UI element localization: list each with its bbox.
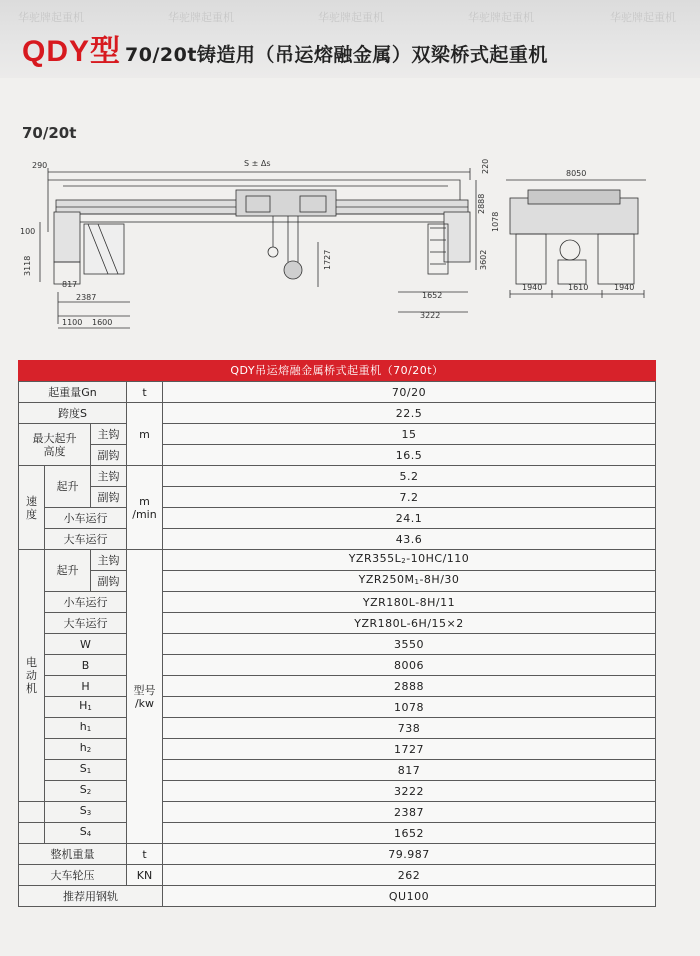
spec-table	[18, 360, 656, 907]
dim-1652: 1652	[422, 291, 443, 300]
aux-hook-label: 副钩	[91, 487, 127, 508]
spec-grid	[18, 381, 656, 907]
dim-290: 290	[32, 161, 48, 170]
wheel-load-value: 262	[163, 865, 656, 886]
lift-aux-value: 16.5	[163, 445, 656, 466]
capacity-value: 70/20	[163, 382, 656, 403]
weight-label: 整机重量	[19, 844, 127, 865]
dim-1078: 1078	[491, 211, 500, 232]
dim-s4-label: $S_4$	[45, 823, 127, 844]
table-row	[19, 781, 656, 802]
spec-table-heading: QDY吊运熔融金属桥式起重机（70/20t）	[18, 360, 656, 381]
dim-s3-value: 2387	[163, 802, 656, 823]
unit-model: 型号 /kw	[127, 550, 163, 844]
table-row	[19, 508, 656, 529]
motor-trolley-value: YZR180L-8H/11	[163, 592, 656, 613]
table-row	[19, 487, 656, 508]
motor-label: 电 动 机	[19, 550, 45, 802]
unit-t: t	[127, 382, 163, 403]
dim-1610: 1610	[568, 283, 589, 292]
dim-lower-h1-value: 738	[163, 718, 656, 739]
unit-m: m	[127, 403, 163, 466]
max-lift-label: 最大起升 高度	[19, 424, 91, 466]
motor-main-value: $YZR355L_2-10HC/110$	[163, 550, 656, 571]
dim-220: 220	[481, 158, 490, 174]
table-row	[19, 571, 656, 592]
dim-h-value: 2888	[163, 676, 656, 697]
dim-100: 100	[20, 227, 36, 236]
unit-t: t	[127, 844, 163, 865]
main-hook-label: 主钩	[91, 550, 127, 571]
table-row	[19, 676, 656, 697]
watermark: 华驼牌起重机	[318, 11, 384, 24]
table-row	[19, 613, 656, 634]
table-row	[19, 466, 656, 487]
weight-value: 79.987	[163, 844, 656, 865]
table-row	[19, 592, 656, 613]
table-row	[19, 382, 656, 403]
title-text: 70/20t铸造用（吊运熔融金属）双梁桥式起重机	[125, 44, 548, 66]
table-row	[19, 655, 656, 676]
watermark: 华驼牌起重机	[468, 11, 534, 24]
table-row	[19, 697, 656, 718]
watermark: 华驼牌起重机	[18, 11, 84, 24]
table-row	[19, 718, 656, 739]
speed-crane-value: 43.6	[163, 529, 656, 550]
dim-3222: 3222	[420, 311, 441, 320]
dim-1940-right: 1940	[614, 283, 635, 292]
motor-aux-value: $YZR250M_1-8H/30$	[163, 571, 656, 592]
hoist-label: 起升	[45, 550, 91, 592]
dim-1727: 1727	[323, 249, 332, 270]
table-row	[19, 886, 656, 907]
table-row	[19, 403, 656, 424]
dim-s2-label: $S_2$	[45, 781, 127, 802]
dim-s4-value: 1652	[163, 823, 656, 844]
trolley-travel-label: 小车运行	[45, 508, 127, 529]
model-brand: QDY型	[22, 35, 122, 68]
dim-1100: 1100	[62, 318, 83, 327]
hoist-label: 起升	[45, 466, 91, 508]
dim-lower-h1-label: $h_1$	[45, 718, 127, 739]
rail-label: 推荐用钢轨	[19, 886, 163, 907]
table-row	[19, 424, 656, 445]
dim-8050: 8050	[566, 169, 587, 178]
dim-span: S ± Δs	[244, 159, 271, 168]
dim-h1-label: $H_1$	[45, 697, 127, 718]
crane-travel-label: 大车运行	[45, 529, 127, 550]
unit-mmin: m /min	[127, 466, 163, 550]
speed-label: 速 度	[19, 466, 45, 550]
main-hook-label: 主钩	[91, 424, 127, 445]
table-row	[19, 760, 656, 781]
lift-main-value: 15	[163, 424, 656, 445]
watermark: 华驼牌起重机	[168, 11, 234, 24]
speed-main-value: 5.2	[163, 466, 656, 487]
dim-1940-left: 1940	[522, 283, 543, 292]
dim-s3-label: $S_3$	[45, 802, 127, 823]
header-band	[0, 0, 700, 78]
main-hook-label: 主钩	[91, 466, 127, 487]
crane-drawing	[18, 152, 658, 342]
dim-h1-value: 1078	[163, 697, 656, 718]
dim-lower-h2-label: $h_2$	[45, 739, 127, 760]
rail-value: QU100	[163, 886, 656, 907]
aux-hook-label: 副钩	[91, 445, 127, 466]
table-row	[19, 802, 656, 823]
crane-travel-label: 大车运行	[45, 613, 127, 634]
table-row	[19, 550, 656, 571]
dim-s1-value: 817	[163, 760, 656, 781]
dim-3118: 3118	[23, 255, 32, 276]
dim-2888: 2888	[477, 193, 486, 214]
table-row	[19, 823, 656, 844]
span-label: 跨度S	[19, 403, 127, 424]
blank-cell	[19, 823, 45, 844]
dim-lower-h2-value: 1727	[163, 739, 656, 760]
dim-b-label: B	[45, 655, 127, 676]
dim-1600: 1600	[92, 318, 113, 327]
blank-cell	[19, 802, 45, 823]
watermark: 华驼牌起重机	[610, 11, 676, 24]
table-row	[19, 739, 656, 760]
table-row	[19, 445, 656, 466]
wheel-load-label: 大车轮压	[19, 865, 127, 886]
section-subtitle: 70/20t	[22, 124, 77, 142]
table-row	[19, 634, 656, 655]
speed-aux-value: 7.2	[163, 487, 656, 508]
capacity-label: 起重量Gn	[19, 382, 127, 403]
span-value: 22.5	[163, 403, 656, 424]
trolley-travel-label: 小车运行	[45, 592, 127, 613]
dim-3602: 3602	[479, 249, 488, 270]
dim-s1-label: $S_1$	[45, 760, 127, 781]
dim-b-value: 8006	[163, 655, 656, 676]
motor-crane-value: YZR180L-6H/15×2	[163, 613, 656, 634]
speed-trolley-value: 24.1	[163, 508, 656, 529]
dim-w-value: 3550	[163, 634, 656, 655]
dim-h-label: H	[45, 676, 127, 697]
dim-2387: 2387	[76, 293, 97, 302]
dim-817: 817	[62, 280, 78, 289]
dim-s2-value: 3222	[163, 781, 656, 802]
table-row	[19, 529, 656, 550]
unit-kn: KN	[127, 865, 163, 886]
aux-hook-label: 副钩	[91, 571, 127, 592]
dim-w-label: W	[45, 634, 127, 655]
page-title	[22, 26, 548, 70]
table-row	[19, 844, 656, 865]
table-row	[19, 865, 656, 886]
